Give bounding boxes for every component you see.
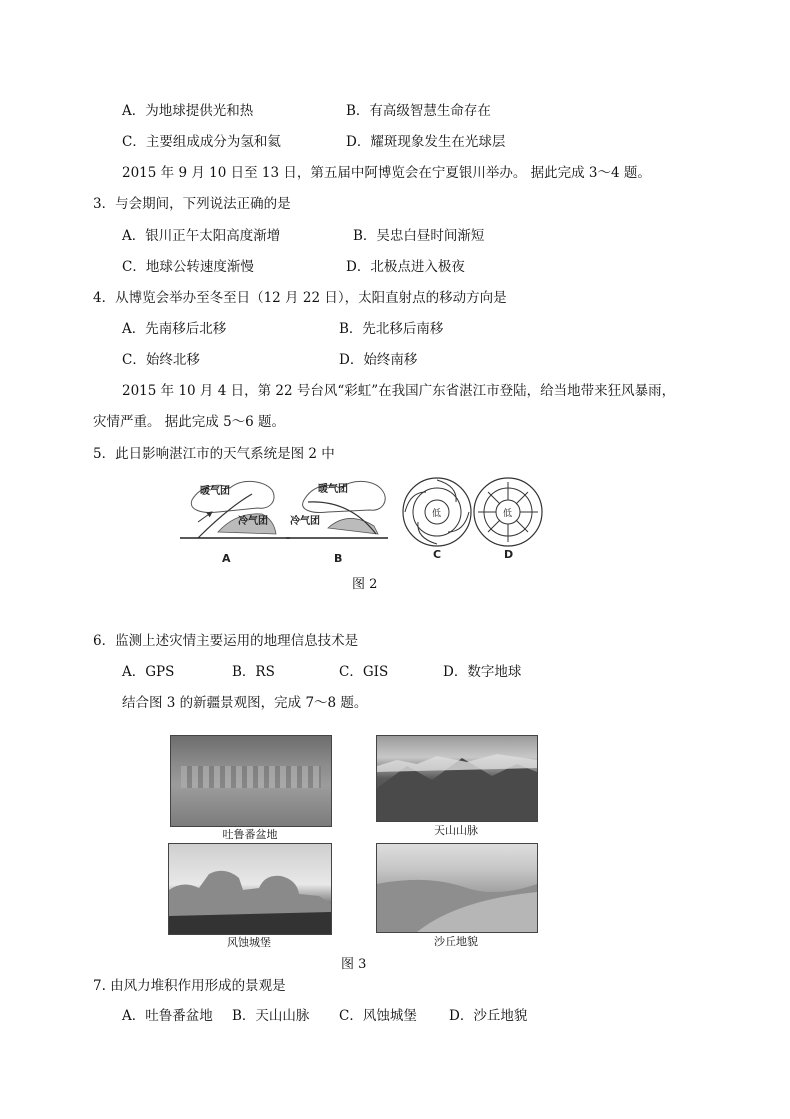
q7-option-b: B．天山山脉 [232,1008,310,1024]
q3-option-c: C．地球公转速度渐慢 [122,259,254,275]
q6-option-c: C．GIS [339,664,389,680]
photo-tianshan-mountains [376,735,538,822]
q3-stem: 3．与会期间，下列说法正确的是 [93,196,291,212]
q3-option-d: D．北极点进入极夜 [346,259,465,275]
q4-option-a: A．先南移后北移 [122,321,227,337]
cyclone-center-label: 低 [432,509,442,519]
q2-option-a: A．为地球提供光和热 [122,103,254,119]
q7-option-d: D．沙丘地貌 [449,1008,528,1024]
q7-stem: 7. 由风力堆积作用形成的景观是 [93,978,286,994]
q4-option-c: C．始终北移 [122,352,200,368]
warm-air-label-b: 暖气团 [318,484,348,495]
q6-option-b: B．RS [232,664,275,680]
q4-stem: 4．从博览会举办至冬至日（12 月 22 日），太阳直射点的移动方向是 [93,290,507,306]
panel-c-cyclone [403,478,471,561]
intro-5-6-line1: 2015 年 10 月 4 日，第 22 号台风“彩虹”在我国广东省湛江市登陆，给当地带来狂风暴雨， [122,383,676,399]
panel-b-warm-front [286,481,388,564]
photo-label-dunes: 沙丘地貌 [434,935,478,948]
system-center-label: 低 [503,509,513,519]
photo-yardang-castle [168,843,332,935]
intro-7-8: 结合图 3 的新疆景观图，完成 7～8 题。 [122,695,368,711]
figure-2-caption: 图 2 [352,577,378,592]
photo-sand-dunes [376,843,538,933]
q3-option-b: B．吴忠白昼时间渐短 [353,228,485,244]
label-a: A [222,552,231,564]
q7-option-a: A．吐鲁番盆地 [122,1008,213,1024]
q6-stem: 6．监测上述灾情主要运用的地理信息技术是 [93,633,359,649]
q4-option-b: B．先北移后南移 [339,321,444,337]
photo-turpan-basin [170,735,332,827]
intro-3-4: 2015 年 9 月 10 日至 13 日，第五届中阿博览会在宁夏银川举办。 据此完成 3～4 题。 [122,165,651,181]
photo-label-turpan: 吐鲁番盆地 [222,828,278,841]
q4-option-d: D．始终南移 [339,352,418,368]
figure-2-weather-systems [178,472,548,564]
q2-option-c: C．主要组成成分为氢和氦 [122,134,281,150]
q3-option-a: A．银川正午太阳高度渐增 [122,228,281,244]
q6-option-d: D．数字地球 [443,664,522,680]
label-d: D [504,548,514,561]
warm-air-label-a: 暖气团 [200,486,230,497]
panel-d-system [474,478,542,561]
cold-air-label-a: 冷气团 [238,516,268,527]
q7-option-c: C．风蚀城堡 [339,1008,417,1024]
cold-air-label-b: 冷气团 [290,516,320,527]
figure-3-caption: 图 3 [341,957,367,972]
panel-a-cold-front [180,481,290,564]
photo-label-yardang: 风蚀城堡 [227,936,271,949]
q6-option-a: A．GPS [122,664,175,680]
label-c: C [433,548,442,561]
label-b: B [334,552,343,564]
q2-option-b: B．有高级智慧生命存在 [346,103,491,119]
intro-5-6-line2: 灾情严重。 据此完成 5～6 题。 [93,414,286,430]
q5-stem: 5．此日影响湛江市的天气系统是图 2 中 [93,446,335,462]
q2-option-d: D．耀斑现象发生在光球层 [346,134,506,150]
photo-label-tianshan: 天山山脉 [434,824,478,837]
